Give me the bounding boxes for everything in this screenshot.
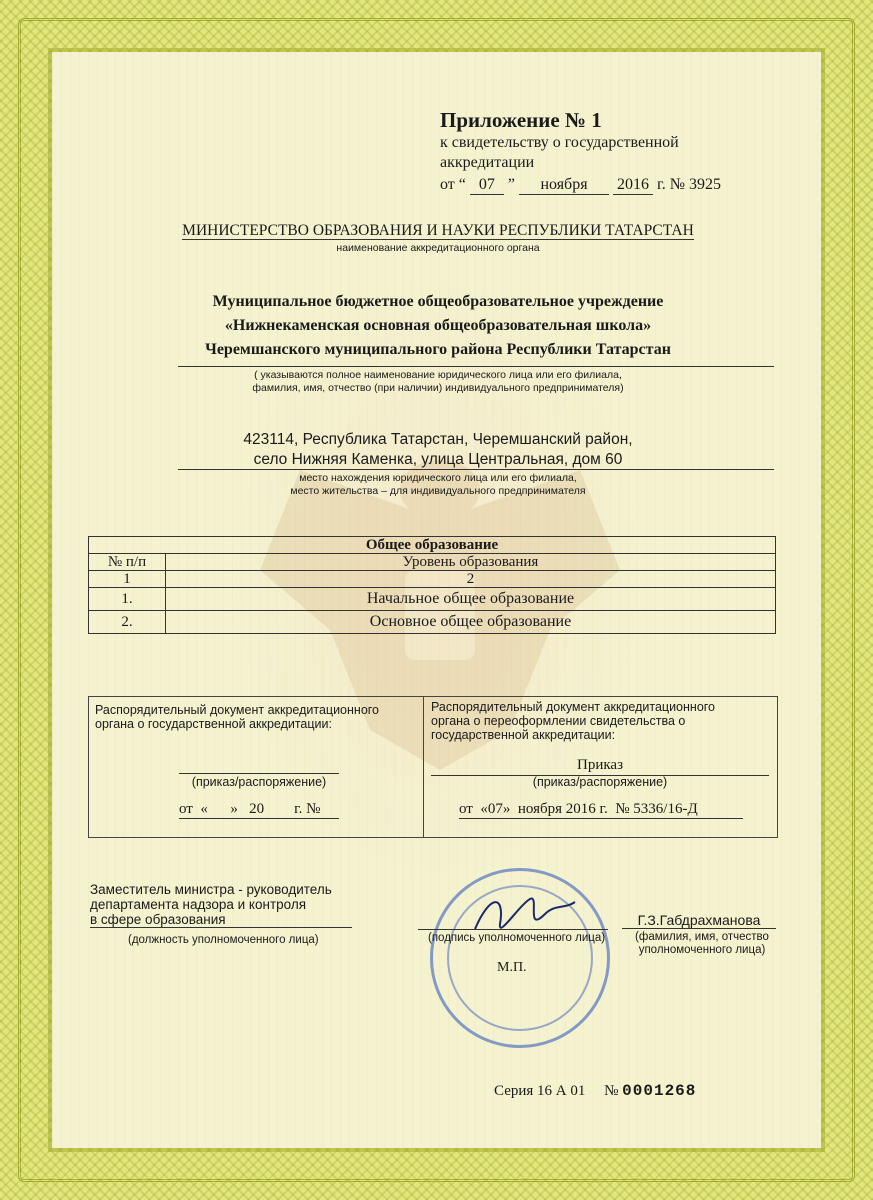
document-right-heading [431,700,715,742]
organization-caption [88,369,788,395]
signatory-name-caption [622,931,782,957]
organization-caption-1: ( указываются полное наименование юридического лица или его филиала, [254,369,622,381]
table-row [89,611,776,634]
authority-name: МИНИСТЕРСТВО ОБРАЗОВАНИЯ И НАУКИ РЕСПУБЛИКИ ТАТАРСТАН [182,222,694,239]
position-line-3: в сфере образования [90,912,352,928]
address-caption-1: место нахождения юридического лица или его филиала, [299,472,577,484]
document-left [95,697,415,837]
signature-rule [418,929,608,930]
document-right-date: от «07» ноября 2016 г. № 5336/16-Д [459,801,743,819]
stamp-label: М.П. [497,960,527,975]
document-left-heading-1: Распорядительный документ аккредитационного [95,703,380,717]
document-left-heading [95,703,379,731]
index-cell-1: 1 [89,571,166,588]
education-levels-table [88,536,776,634]
organization-caption-2: фамилия, имя, отчество (при наличии) индивидуального предпринимателя) [252,382,624,394]
annex-month: ноября [519,176,609,195]
annex-day: 07 [470,176,504,195]
document-left-type-caption: (приказ/распоряжение) [191,775,327,789]
annex-number: 3925 [689,176,722,193]
document-right [431,697,771,837]
serial-number: 0001268 [622,1082,697,1100]
address-caption-2: место жительства – для индивидуального предпринимателя [290,485,586,497]
table-title-row [89,537,776,554]
authority-block [88,222,788,254]
address-caption [88,472,788,498]
organization-line-2: «Нижнекаменская основная общеобразовательная школа» [224,317,652,334]
position-caption: (должность уполномоченного лица) [128,934,319,946]
serial-series: Серия 16 А 01 [494,1083,586,1099]
annex-date-prefix: от “ [440,176,466,193]
row-level: Основное общее образование [166,611,776,634]
organization-name [88,290,788,362]
signature-caption: (подпись уполномоченного лица) [428,932,606,944]
documents-box [88,696,778,838]
position-line-2: департамента надзора и контроля [90,897,307,912]
document-right-type: Приказ [431,757,769,776]
signatory-name: Г.З.Габдрахманова [622,912,776,929]
serial-block [494,1082,696,1100]
annex-title: Приложение № 1 [440,108,602,132]
organization-rule [178,366,774,367]
signatory-position [90,882,352,928]
document-left-date: от « » 20 г. № [179,801,339,819]
table-row [89,588,776,611]
documents-divider [423,697,424,837]
address-line-2: село Нижняя Каменка, улица Центральная, дом 60 [253,451,623,468]
table-title: Общее образование [89,537,776,554]
annex-line-2: аккредитации [440,154,535,171]
document-right-heading-3: государственной аккредитации: [431,728,616,742]
address-line-1: 423114, Республика Татарстан, Черемшанский район, [243,431,633,448]
header-level: Уровень образования [166,554,776,571]
row-level: Начальное общее образование [166,588,776,611]
table-header-row [89,554,776,571]
document-right-heading-2: органа о переоформлении свидетельства о [431,714,686,728]
annex-year-suffix: г. № [657,176,686,193]
name-caption-1: (фамилия, имя, отчество [635,931,769,943]
organization-line-3: Черемшанского муниципального района Республики Татарстан [205,341,671,358]
address-rule [178,469,774,470]
index-cell-2: 2 [166,571,776,588]
organization-line-1: Муниципальное бюджетное общеобразовательное учреждение [212,293,664,310]
annex-date [440,176,721,195]
document-right-type-caption: (приказ/распоряжение) [532,775,668,789]
annex-quote-close: ” [507,176,515,193]
position-line-1: Заместитель министра - руководитель [90,882,332,897]
document-right-heading-1: Распорядительный документ аккредитационного [431,700,716,714]
serial-no-label: № [604,1083,619,1099]
document-left-heading-2: органа о государственной аккредитации: [95,717,332,731]
authority-caption: наименование аккредитационного органа [336,242,540,254]
name-caption-2: уполномоченного лица) [638,944,766,956]
row-number: 2. [89,611,166,634]
annex-year: 2016 [613,176,653,195]
address-block [88,430,788,470]
header-number: № п/п [89,554,166,571]
table-index-row [89,571,776,588]
row-number: 1. [89,588,166,611]
document-left-type [179,755,339,774]
annex-line-1: к свидетельству о государственной [440,134,679,151]
